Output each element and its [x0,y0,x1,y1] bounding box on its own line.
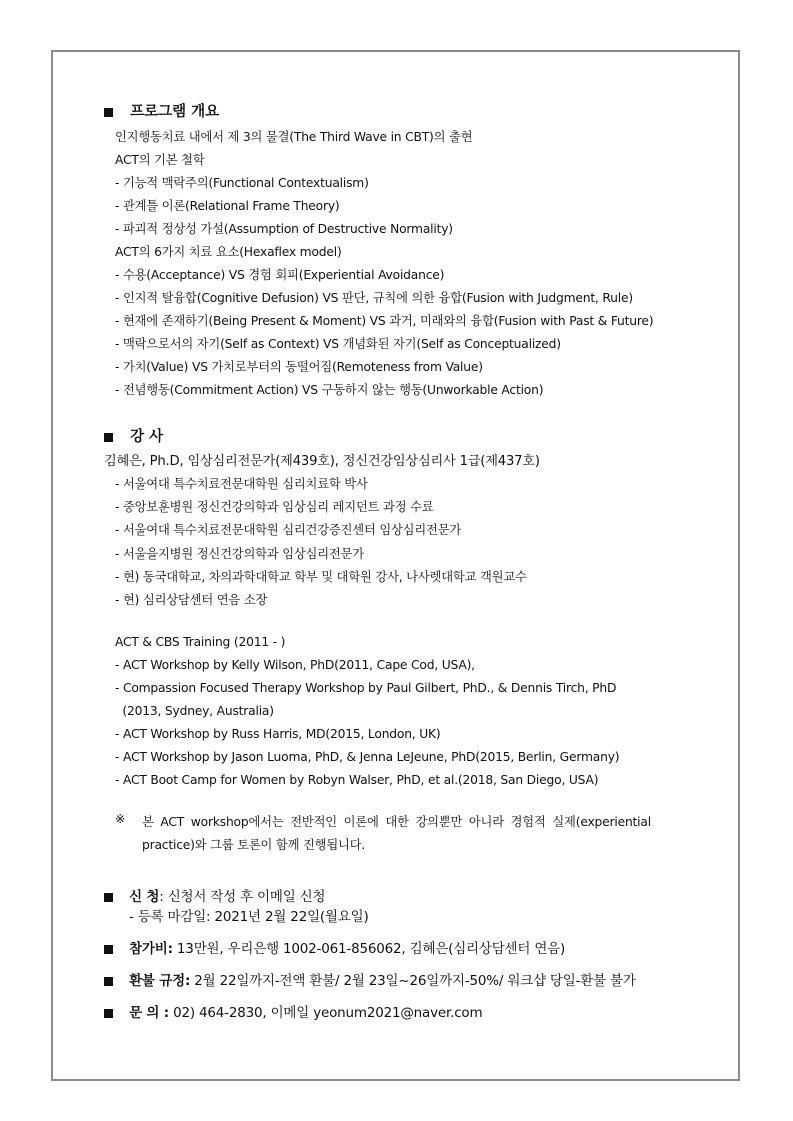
overview-line: - 관계틀 이론(Relational Frame Theory) [115,199,340,213]
overview-line: ACT의 기본 철학 [115,153,205,167]
overview-line: ACT의 6가지 치료 요소(Hexaflex model) [115,245,342,259]
training-item: - Compassion Focused Therapy Workshop by Paul Gilbert, PhD., & Dennis Tirch, PhD [115,681,617,695]
overview-line: 인지행동치료 내에서 제 3의 물결(The Third Wave in CBT)의 출현 [115,130,473,144]
apply-text: : 신청서 작성 후 이메일 신청 [159,889,326,905]
training-item: - ACT Workshop by Russ Harris, MD(2015, London, UK) [115,727,441,741]
lecturer-heading: 강 사 [104,425,163,446]
career-item: - 현) 심리상담센터 연음 소장 [115,593,268,607]
apply-label: 신 청 [129,889,160,905]
overview-line: - 가치(Value) VS 가치로부터의 동떨어짐(Remoteness from Value) [115,360,483,374]
bullet-square-icon [104,977,113,986]
fee-text: 13만원, 우리은행 1002-061-856062, 김혜은(심리상담센터 연음) [172,941,566,957]
note-line-1: 본 ACT workshop에서는 전반적인 이론에 대한 강의뿐만 아니라 경험적 실제(experiential [142,815,651,829]
training-item: - ACT Workshop by Kelly Wilson, PhD(2011, Cape Cod, USA), [115,658,475,672]
overview-line: - 맥락으로서의 자기(Self as Context) VS 개념화된 자기(Self as Conceptualized) [115,337,561,351]
career-item: - 중앙보훈병원 정신건강의학과 임상심리 레지던트 과정 수료 [115,500,434,515]
overview-line: - 기능적 맥락주의(Functional Contextualism) [115,176,369,190]
refund-text: 2월 22일까지-전액 환불/ 2월 23일~26일까지-50%/ 워크샵 당일-환불 불가 [190,973,636,989]
overview-line: - 현재에 존재하기(Being Present & Moment) VS 과거, 미래와의 융합(Fusion with Past & Future) [115,314,654,328]
career-item: - 서울여대 특수치료전문대학원 심리건강증진센터 임상심리전문가 [115,523,462,538]
overview-heading: 프로그램 개요 [104,100,219,121]
career-item: - 현) 동국대학교, 차의과학대학교 학부 및 대학원 강사, 나사렛대학교 객원교수 [115,569,527,584]
fee-row [104,937,565,957]
apply-deadline: - 등록 마감일: 2021년 2월 22일(월요일) [129,909,369,925]
refund-row [104,969,636,989]
note-mark: ※ [115,812,126,826]
bullet-square-icon [104,108,113,117]
overview-line: - 파괴적 정상성 가설(Assumption of Destructive Normality) [115,222,453,236]
bullet-square-icon [104,433,113,442]
career-item: - 서울을지병원 정신건강의학과 임상심리전문가 [115,546,364,561]
note-line-2: practice)와 그룹 토론이 함께 진행됩니다. [142,838,366,852]
contact-row [104,1001,482,1021]
training-title: ACT & CBS Training (2011 - ) [115,635,286,649]
refund-label: 환불 규정: [129,973,191,989]
contact-text: 02) 464-2830, 이메일 yeonum2021@naver.com [168,1005,483,1021]
training-item: (2013, Sydney, Australia) [115,704,274,718]
career-item: - 서울여대 특수치료전문대학원 심리치료학 박사 [115,477,368,491]
overview-line: - 인지적 탈융합(Cognitive Defusion) VS 판단, 규칙에 의한 융합(Fusion with Judgment, Rule) [115,291,633,305]
lecturer-name: 김혜은, Ph.D, 임상심리전문가(제439호), 정신건강임상심리사 1급(제437호) [104,454,540,469]
overview-line: - 전념행동(Commitment Action) VS 구동하지 않는 행동(Unworkable Action) [115,383,544,397]
overview-line: - 수용(Acceptance) VS 경험 회피(Experiential Avoidance) [115,268,445,282]
bullet-square-icon [104,893,113,902]
bullet-square-icon [104,1009,113,1018]
apply-row [104,885,325,905]
contact-label: 문 의 : [129,1005,169,1021]
training-item: - ACT Boot Camp for Women by Robyn Walser, PhD, et al.(2018, San Diego, USA) [115,773,599,787]
training-item: - ACT Workshop by Jason Luoma, PhD, & Jenna LeJeune, PhD(2015, Berlin, Germany) [115,750,620,764]
fee-label: 참가비: [129,941,173,957]
bullet-square-icon [104,945,113,954]
